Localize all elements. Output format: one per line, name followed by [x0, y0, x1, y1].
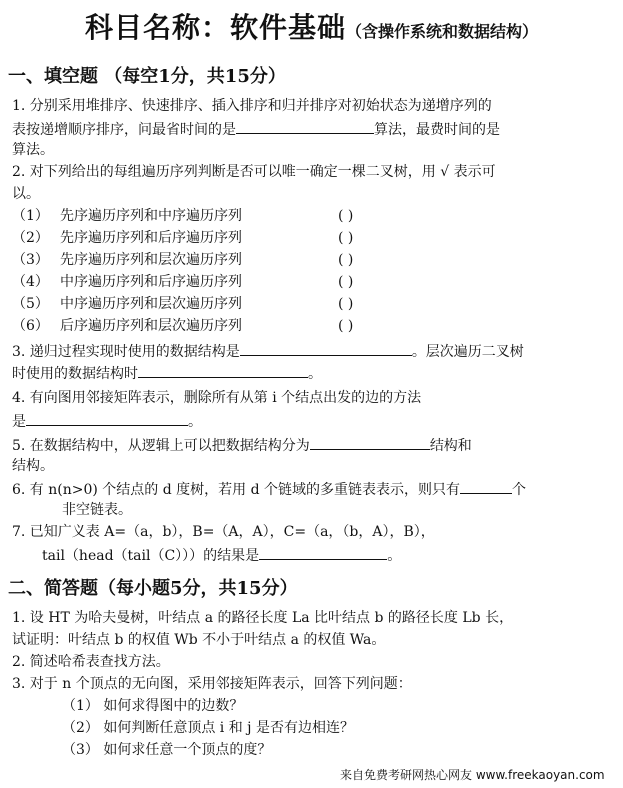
s2-q3-item: （3） 如何求任意一个顶点的度？ [62, 742, 272, 758]
s2-q3-item: （2） 如何判断任意顶点 i 和 j 是否有边相连？ [62, 720, 354, 736]
q2-line1: 2. 对下列给出的每组遍历序列判断是否可以唯一确定一棵二叉树，用 √ 表示可 [12, 164, 496, 180]
option-number: （3） [12, 252, 49, 268]
option-number: （4） [12, 274, 49, 290]
q7-blank-result[interactable] [259, 544, 387, 560]
q4-line2 [12, 410, 202, 432]
option-answer-paren[interactable]: ( ) [338, 274, 354, 290]
q6-line1 [12, 478, 526, 500]
q1-blank-fastest[interactable] [236, 118, 374, 134]
option-number: （6） [12, 318, 49, 334]
q3-blank-recursion[interactable] [240, 340, 412, 356]
q3-text-b: 。层次遍历二叉树 [411, 344, 524, 360]
option-number: （2） [12, 230, 49, 246]
option-answer-paren[interactable]: ( ) [338, 296, 354, 312]
q7-line1: 7. 已知广义表 A=（a，b），B=（A，A），C=（a，（b，A），B）， [12, 524, 435, 540]
q1-line1: 1. 分别采用堆排序、快速排序、插入排序和归并排序对初始状态为递增序列的 [12, 98, 492, 114]
q2-option [12, 272, 353, 292]
option-text: 中序遍历序列和层次遍历序列 [60, 296, 242, 312]
q2-option [12, 250, 353, 270]
exam-title [0, 6, 623, 46]
q3-text-d: 。 [308, 366, 322, 382]
q1-line2 [12, 118, 500, 140]
s2-q2: 2. 简述哈希表查找方法。 [12, 654, 170, 670]
q5-text-b: 结构和 [429, 438, 472, 454]
s2-q3-item: （1） 如何求得图中的边数？ [62, 698, 244, 714]
q4-blank-method[interactable] [26, 410, 188, 426]
option-text: 先序遍历序列和层次遍历序列 [60, 252, 242, 268]
s2-q1-line2: 试证明：叶结点 b 的权值 Wb 不小于叶结点 a 的权值 Wa。 [12, 632, 386, 648]
option-answer-paren[interactable]: ( ) [338, 252, 354, 268]
option-text: 后序遍历序列和层次遍历序列 [60, 318, 242, 334]
q2-line2: 以。 [12, 186, 40, 202]
q6-text-a: 6. 有 n(n>0) 个结点的 d 度树，若用 d 个链域的多重链表表示，则只有 [12, 482, 461, 498]
q6-blank-count[interactable] [460, 478, 512, 494]
option-text: 中序遍历序列和后序遍历序列 [60, 274, 242, 290]
q5-text-a: 5. 在数据结构中，从逻辑上可以把数据结构分为 [12, 438, 310, 454]
option-answer-paren[interactable]: ( ) [338, 318, 354, 334]
subject-subtitle: （含操作系统和数据结构） [346, 22, 539, 41]
option-answer-paren[interactable]: ( ) [338, 208, 354, 224]
q5-blank-structure[interactable] [310, 434, 430, 450]
q6-text-b: 个 [512, 482, 527, 498]
q6-line2: 非空链表。 [62, 502, 132, 518]
q3-line1 [12, 340, 524, 362]
s2-q1-line1: 1. 设 HT 为哈夫曼树，叶结点 a 的路径长度 La 比叶结点 b 的路径长度 Lb 长， [12, 610, 514, 626]
q2-option [12, 228, 353, 248]
q3-text-c: 时使用的数据结构时 [12, 366, 138, 382]
q3-line2 [12, 362, 322, 384]
q5-line1 [12, 434, 472, 456]
q4-text-a: 是 [12, 414, 26, 430]
q2-option [12, 206, 353, 226]
s2-q3-line1: 3. 对于 n 个顶点的无向图，采用邻接矩阵表示，回答下列问题： [12, 676, 412, 692]
option-number: （5） [12, 296, 49, 312]
q4-text-b: 。 [188, 414, 202, 430]
option-number: （1） [12, 208, 49, 224]
q7-text-a: tail（head（tail（C）））的结果是 [42, 548, 260, 564]
q2-option [12, 294, 353, 314]
q3-text-a: 3. 递归过程实现时使用的数据结构是 [12, 344, 240, 360]
q7-text-b: 。 [387, 548, 402, 564]
q4-line1: 4. 有向图用邻接矩阵表示，删除所有从第 i 个结点出发的边的方法 [12, 390, 422, 406]
source-footer: 来自免费考研网热心网友 www.freekaoyan.com [340, 768, 605, 782]
option-text: 先序遍历序列和中序遍历序列 [60, 208, 242, 224]
subject-name: 科目名称：软件基础 [84, 11, 346, 44]
q1-text-b: 算法，最费时间的是 [374, 122, 500, 138]
q5-line2: 结构。 [12, 458, 54, 474]
section-2-heading: 二、简答题（每小题5分，共15分） [8, 578, 298, 599]
option-answer-paren[interactable]: ( ) [338, 230, 354, 246]
q1-line3 [12, 140, 54, 160]
q7-line2 [42, 544, 401, 566]
q1-text-a: 表按递增顺序排序，问最省时间的是 [12, 122, 236, 138]
option-text: 先序遍历序列和后序遍历序列 [60, 230, 242, 246]
section-1-heading: 一、填空题 （每空1分，共15分） [8, 66, 286, 87]
q3-blank-level-order[interactable] [138, 362, 308, 378]
q2-option [12, 316, 353, 336]
q1-text-c: 算法。 [12, 142, 54, 158]
